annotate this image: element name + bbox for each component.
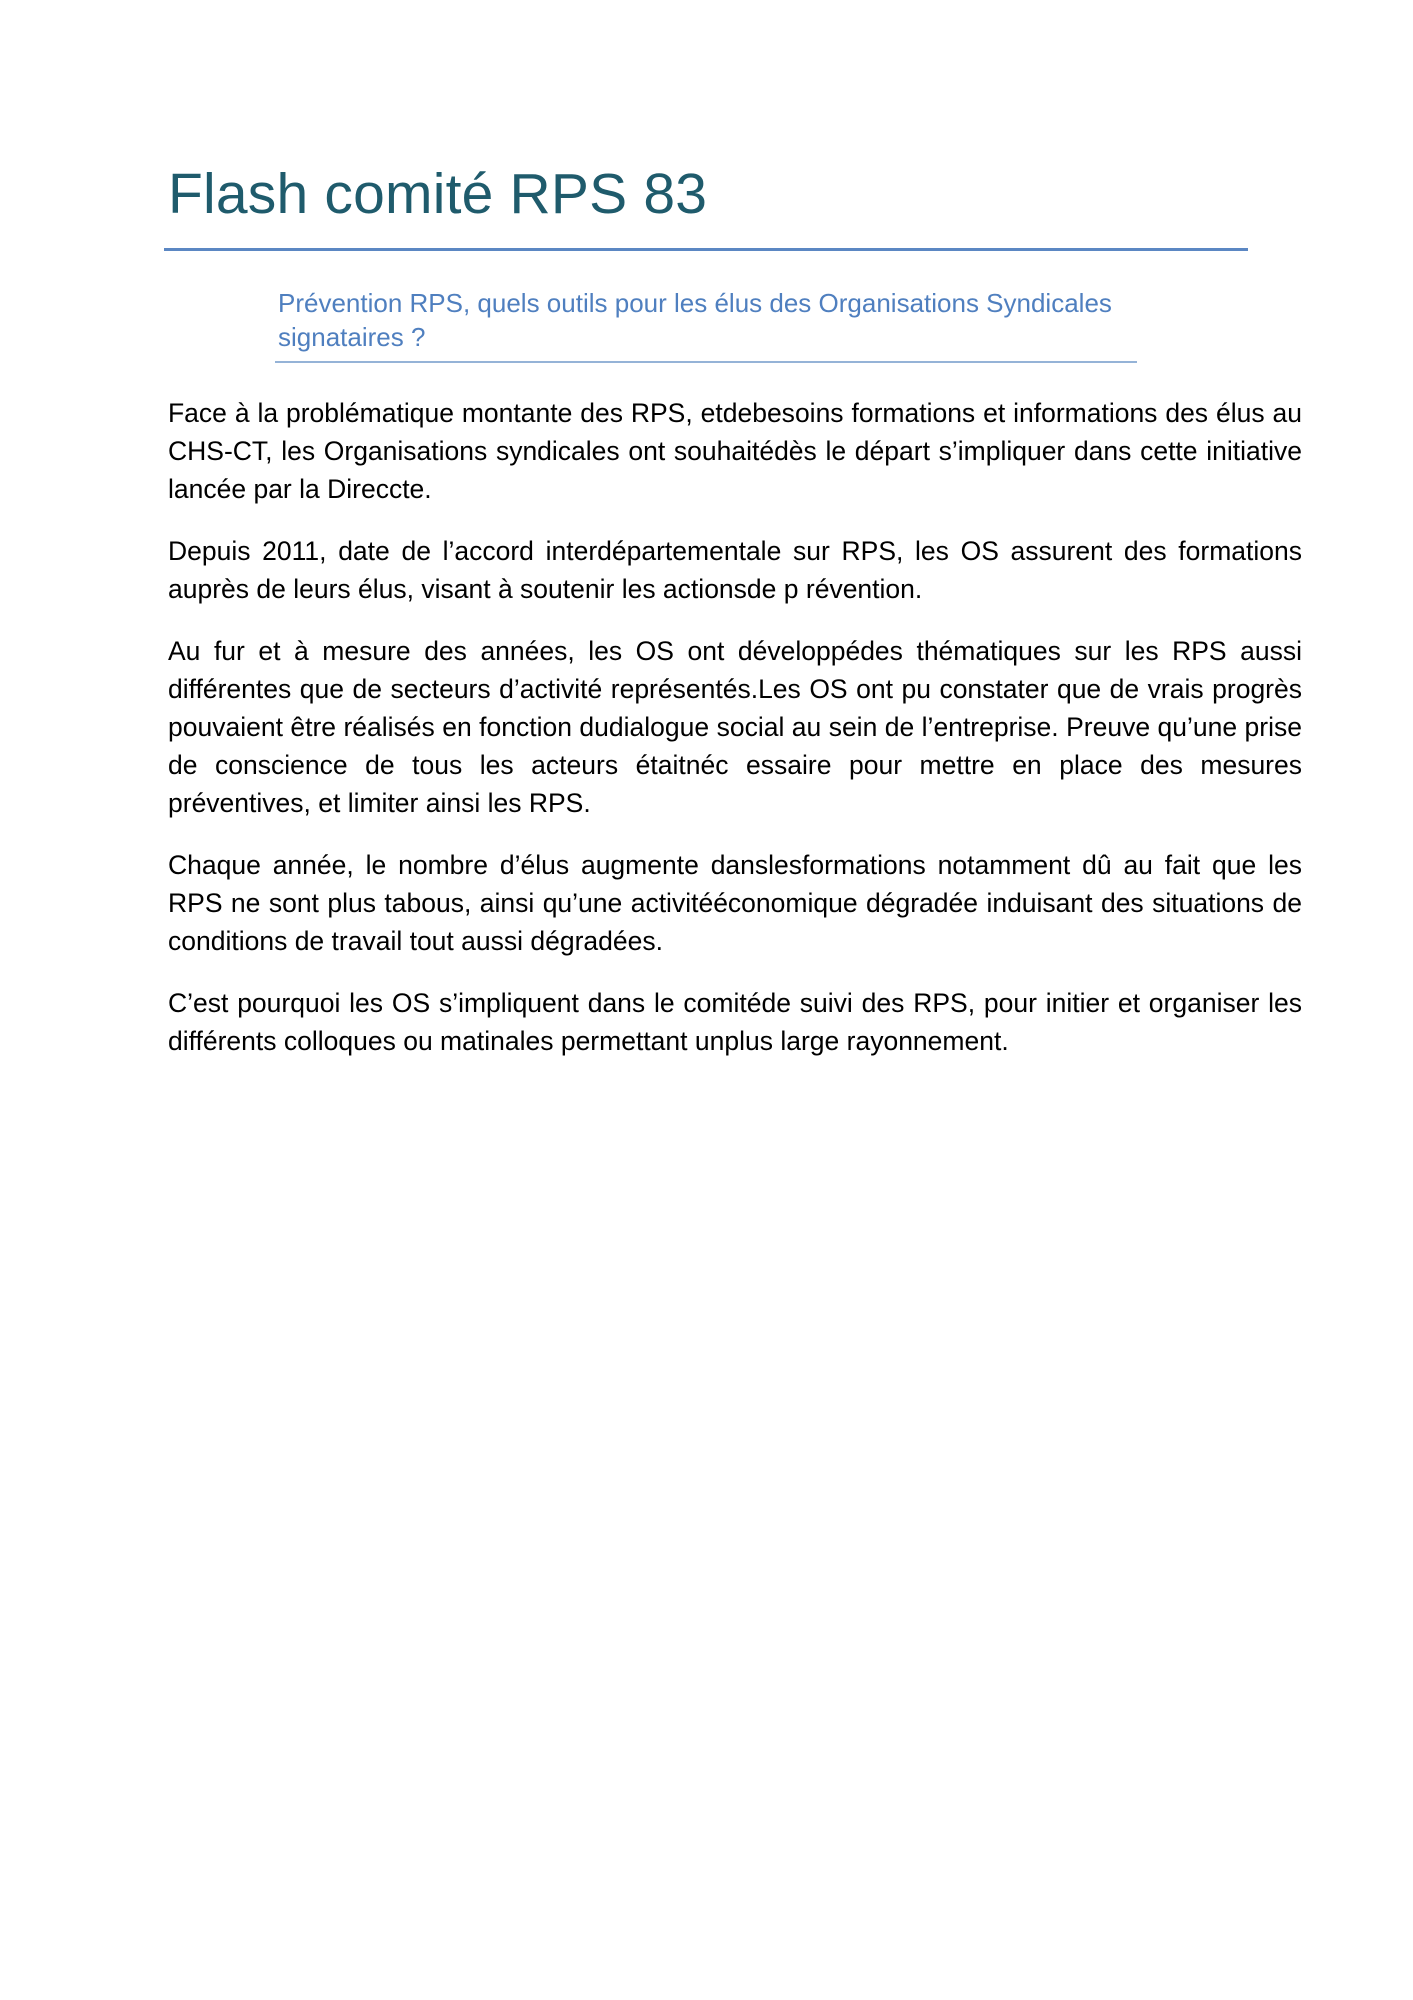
body-line-right: RPS, les OS assurent des formations	[841, 536, 1302, 566]
paragraph	[168, 984, 1302, 1060]
body-line-right: social au sein de l’entreprise. Preuve	[716, 712, 1151, 742]
body-line-right: large rayonnement.	[780, 1026, 1009, 1056]
subtitle-underline	[275, 361, 1137, 363]
body-line-left: C’est pourquoi les OS s’impliquent dans le comi	[168, 988, 740, 1018]
body-word-fragment: néc	[685, 750, 729, 780]
body-word-fragment: nomique	[755, 888, 858, 918]
body-line-left: Depuis 2011, date de l’accord interdépartemen	[168, 536, 739, 566]
body-line-left: de conditions de travail tout aussi dégradées.	[168, 888, 1302, 956]
body-word-fragment: t un	[680, 1026, 725, 1056]
body-line-right: thématiques sur les RPS aussi	[916, 636, 1302, 666]
body-word-fragment: oppé	[801, 636, 861, 666]
body-word-fragment: des	[860, 636, 903, 666]
body-word-fragment: té	[739, 988, 762, 1018]
body-word-fragment: uhaité	[701, 436, 775, 466]
body-line-right: dégradée induisant des situations	[866, 888, 1265, 918]
body-word-fragment: de	[722, 398, 753, 428]
body-line-left: au CHS-CT, les Organisations syndicales ont so	[168, 398, 1302, 466]
body-line-left: mesures préventives, et limiter ainsi les RPS.	[168, 750, 1302, 818]
body-line-left: progrès pouvaient être réalisés en fonction du	[168, 674, 1302, 742]
body-line-left: les différents colloques ou matinales permettan	[168, 988, 1302, 1056]
paragraph	[168, 846, 1302, 960]
paragraph	[168, 632, 1302, 822]
body-word-fragment: ions	[877, 850, 926, 880]
body-line-right: OS ont pu constater que de vrais	[809, 674, 1204, 704]
subtitle-line2: signataires ?	[278, 322, 426, 352]
body-word-fragment: logue	[644, 712, 710, 742]
body-word-fragment: de p	[746, 574, 799, 604]
body-word-fragment: tés.	[715, 674, 759, 704]
body-line-left: Au fur et à mesure des années, les OS ont dével	[168, 636, 802, 666]
body-line-right: le départ s’impliquer dans cette	[825, 436, 1198, 466]
subtitle-line1-right: nisations Syndicales	[876, 288, 1112, 318]
body-text	[168, 394, 1302, 1084]
body-line-left: Chaque année, le nombre d’élus augmente dans	[168, 850, 769, 880]
body-line-right: essaire pour mettre en place des	[746, 750, 1183, 780]
body-line-left: qu’une prise de conscience de tous les acteur	[168, 712, 1302, 780]
subtitle-line1-left: Prévention RPS, quels outils pour les élus des O	[278, 288, 839, 318]
body-word-fragment: bes	[752, 398, 795, 428]
body-word-fragment: format	[802, 850, 878, 880]
title-underline	[164, 248, 1248, 251]
body-word-fragment: tal	[738, 536, 767, 566]
body-line-left: auprès de leurs élus, visant à soutenir les ac	[168, 574, 691, 604]
body-line-right: révention.	[805, 574, 923, 604]
body-line-right: des RPS, pour initier et organiser	[861, 988, 1260, 1018]
body-word-fragment: plus	[724, 1026, 773, 1056]
body-line-right: notamment dû au fait que les	[937, 850, 1302, 880]
body-word-fragment: e sur	[766, 536, 830, 566]
body-word-fragment: éco	[713, 888, 756, 918]
paragraph	[168, 532, 1302, 608]
subtitle	[278, 286, 1138, 354]
body-word-fragment: ivi	[827, 988, 853, 1018]
body-line-left: RPS ne sont plus tabous, ainsi qu’une activité	[168, 888, 714, 918]
body-line-left: différentes que de secteurs d’activité représen	[168, 674, 716, 704]
paragraph	[168, 394, 1302, 508]
body-word-fragment: tions	[690, 574, 747, 604]
document-title: Flash comité RPS 83	[168, 162, 708, 226]
body-line-right: formations et informations des élus	[851, 398, 1265, 428]
subtitle-line1-overlap: rga	[838, 288, 877, 318]
body-word-fragment: dia	[608, 712, 645, 742]
body-word-fragment: les	[768, 850, 803, 880]
body-word-fragment: de su	[761, 988, 828, 1018]
body-word-fragment: oins	[794, 398, 844, 428]
body-word-fragment: dès	[774, 436, 817, 466]
body-line-left: Face à la problématique montante des RPS, et	[168, 398, 723, 428]
body-word-fragment: s était	[604, 750, 686, 780]
body-line-left: initiative lancée par la Direccte.	[168, 436, 1302, 504]
body-word-fragment: Les	[758, 674, 801, 704]
